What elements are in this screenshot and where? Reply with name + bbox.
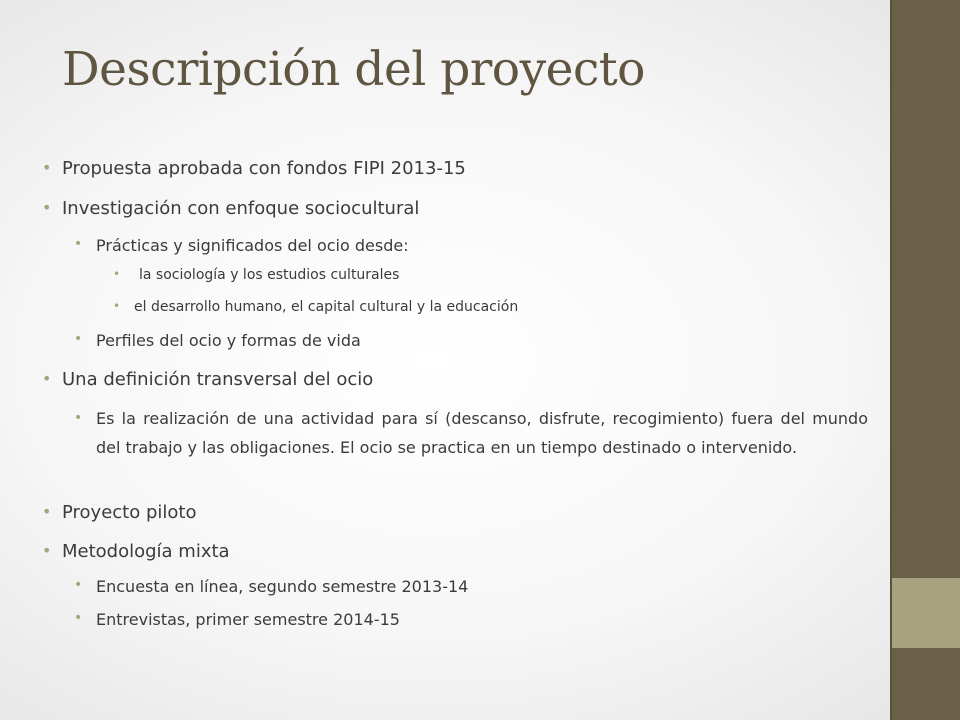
- sub-sub-bullet-item: [113, 299, 519, 315]
- bullet-text: Perfiles del ocio y formas de vida: [96, 331, 361, 350]
- decorative-sidebar: [890, 0, 960, 720]
- bullet-text: Una definición transversal del ocio: [62, 369, 374, 390]
- bullet-item: [42, 541, 230, 562]
- bullet-text: Proyecto piloto: [62, 502, 197, 523]
- bullet-item: [42, 369, 374, 390]
- bullet-icon: •: [113, 299, 121, 313]
- bullet-icon: •: [42, 541, 52, 560]
- bullet-text: Propuesta aprobada con fondos FIPI 2013-15: [62, 158, 466, 179]
- bullet-text: Encuesta en línea, segundo semestre 2013-14: [96, 577, 469, 596]
- bullet-text: Prácticas y significados del ocio desde:: [96, 236, 409, 255]
- bullet-icon: •: [42, 502, 52, 521]
- sub-bullet-item: [74, 577, 469, 596]
- bullet-icon: •: [74, 331, 83, 347]
- bullet-icon: •: [42, 369, 52, 388]
- bullet-item: [42, 198, 420, 219]
- sub-bullet-item: [74, 331, 361, 350]
- bullet-icon: •: [74, 577, 83, 593]
- bullet-text: la sociología y los estudios culturales: [139, 267, 400, 283]
- sub-bullet-item: [74, 610, 400, 629]
- bullet-icon: •: [74, 610, 83, 626]
- bullet-item: [42, 502, 197, 523]
- bullet-item: [42, 158, 466, 179]
- bullet-icon: •: [42, 198, 52, 217]
- slide-title: Descripción del proyecto: [62, 42, 645, 97]
- bullet-text: el desarrollo humano, el capital cultural y la educación: [134, 299, 519, 315]
- bullet-icon: •: [74, 410, 83, 426]
- bullet-text: Investigación con enfoque sociocultural: [62, 198, 420, 219]
- bullet-icon: •: [113, 267, 121, 281]
- sub-sub-bullet-item: [113, 267, 400, 283]
- sub-bullet-item: [74, 236, 409, 255]
- sidebar-light-band: [890, 578, 960, 648]
- sidebar-edge: [890, 0, 892, 720]
- bullet-icon: •: [42, 158, 52, 177]
- bullet-icon: •: [74, 236, 83, 252]
- bullet-text: Metodología mixta: [62, 541, 230, 562]
- bullet-text: Entrevistas, primer semestre 2014-15: [96, 610, 400, 629]
- bullet-text: Es la realización de una actividad para sí (descanso, disfrute, recogimiento) fuera del mundo del trabajo y las obligaciones. El ocio se practica en un tiempo destinado o intervenido.: [96, 409, 868, 457]
- definition-paragraph: [74, 404, 868, 462]
